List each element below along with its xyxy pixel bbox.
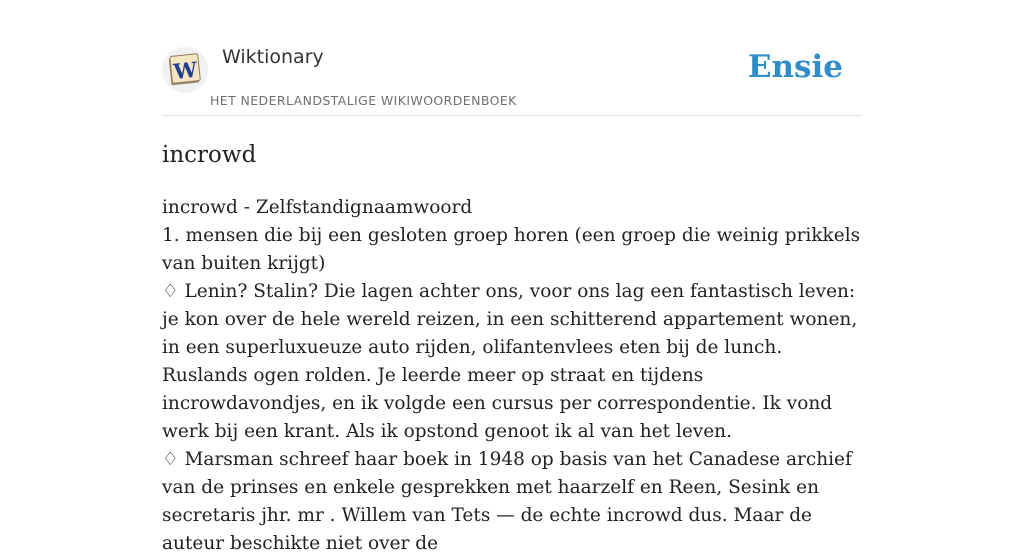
svg-text:W: W xyxy=(172,56,199,85)
wiktionary-tile-icon xyxy=(167,52,203,88)
page xyxy=(162,0,862,558)
entry-line-definition: 1. mensen die bij een gesloten groep horen (een groep die weinig prikkels van buiten krijgt) xyxy=(162,225,861,274)
entry-line-example-1: ♢ Lenin? Stalin? Die lagen achter ons, voor ons lag een fantastisch leven: je kon over de hele wereld reizen, in een schitterend appartement wonen, in een superluxueuze auto rijden, olifantenvlees eten bij de lunch. Ruslands ogen rolden. Je leerde meer op straat en tijdens incrowdavondjes, en ik volgde een cursus per correspondentie. Ik vond werk bij een krant. Als ik opstond genoot ik al van het leven. xyxy=(162,281,858,442)
site-name[interactable]: Wiktionary xyxy=(222,46,324,68)
ensie-brand-link[interactable]: Ensie xyxy=(747,49,843,85)
site-header xyxy=(162,0,862,116)
site-tagline: HET NEDERLANDSTALIGE WIKIWOORDENBOEK xyxy=(210,93,517,108)
entry-line-pos: incrowd - Zelfstandignaamwoord xyxy=(162,197,473,218)
page-title: incrowd xyxy=(162,142,257,168)
entry-line-example-2: ♢ Marsman schreef haar boek in 1948 op basis van het Canadese archief van de prinses en enkele gesprekken met haarzelf en Reen, Sesink en secretaris jhr. mr . Willem van Tets — de echte incrowd dus. Maar de auteur beschikte niet over de xyxy=(162,449,852,554)
wiktionary-logo-icon[interactable] xyxy=(162,47,208,93)
entry-content xyxy=(162,194,862,558)
